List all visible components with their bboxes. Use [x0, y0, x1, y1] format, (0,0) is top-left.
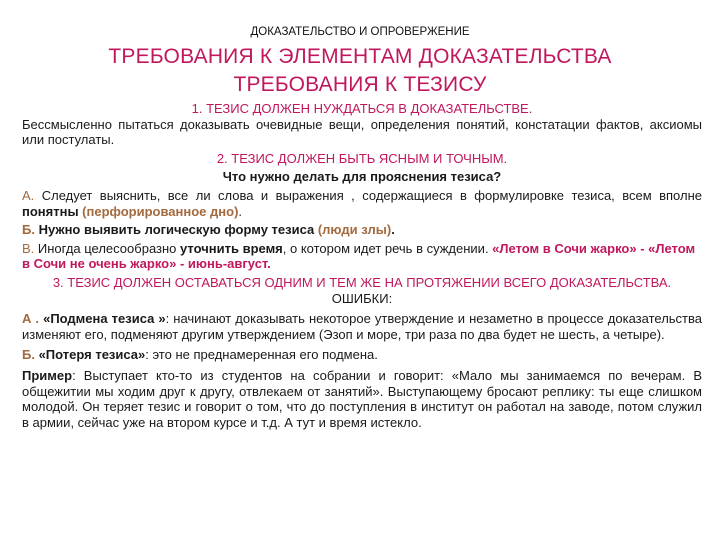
slide-header: ДОКАЗАТЕЛЬСТВО И ОПРОВЕРЖЕНИЕ	[250, 26, 470, 38]
item-a-letter: А.	[22, 187, 35, 203]
error-a	[22, 311, 702, 342]
requirement-2: 2. ТЕЗИС ДОЛЖЕН БЫТЬ ЯСНЫМ И ТОЧНЫМ.	[216, 150, 508, 166]
item-v-text: Иногда целесообразно	[34, 240, 181, 256]
item-b-letter: Б.	[22, 222, 35, 238]
item-a-example: (перфорированное дно)	[78, 203, 239, 219]
item-b-example: (люди злы)	[317, 222, 392, 238]
example-text: : Выступает кто-то из студентов на собрании и говорит: «Мало мы занимаемся по вечерам. В общежитии мы ходим друг к другу, отвлекаем от занятий». Выступающему бросают реплику: ты еще слишком молодой. Он теряет тезис и говорит о том, что до поступления в институт он работал на заводе, потом служил в армии, сейчас уже на втором курсе и т.д. А тут и время истекло.	[22, 367, 702, 430]
requirement-1-text: Бессмысленно пытаться доказывать очевидные вещи, определения понятий, констатации фактов, аксиомы или постулаты.	[22, 116, 702, 148]
item-b-text: Нужно выявить логическую форму тезиса	[34, 222, 318, 238]
example	[22, 368, 702, 430]
error-b-title: «Потеря тезиса»	[34, 347, 146, 363]
error-a-title: «Подмена тезиса »	[39, 311, 166, 327]
error-b-text: : это не преднамеренная его подмена.	[145, 347, 378, 363]
item-v-letter: В.	[22, 240, 35, 256]
slide-title-line1: ТРЕБОВАНИЯ К ЭЛЕМЕНТАМ ДОКАЗАТЕЛЬСТВА	[108, 45, 612, 68]
item-a	[22, 188, 702, 219]
errors-label: ОШИБКИ:	[331, 290, 393, 306]
item-a-bold: понятны	[22, 203, 79, 219]
item-v	[22, 241, 702, 272]
error-b-letter: Б.	[22, 347, 35, 363]
requirement-3: 3. ТЕЗИС ДОЛЖЕН ОСТАВАТЬСЯ ОДНИМ И ТЕМ ЖЕ НА ПРОТЯЖЕНИИ ВСЕГО ДОКАЗАТЕЛЬСТВА.	[52, 274, 672, 290]
requirement-1: 1. ТЕЗИС ДОЛЖЕН НУЖДАТЬСЯ В ДОКАЗАТЕЛЬСТВЕ.	[191, 101, 533, 116]
item-v-example: «Летом в Сочи жарко» - «Летом в Сочи не очень жарко» - июнь-август.	[22, 240, 696, 272]
clarification-question: Что нужно делать для прояснения тезиса?	[222, 169, 502, 185]
item-v-bold: уточнить время	[180, 240, 283, 256]
item-b	[22, 222, 702, 238]
slide-content	[22, 101, 702, 430]
item-a-text: Следует выяснить, все ли слова и выражения , содержащиеся в формулировке тезиса, всем вполне	[34, 187, 702, 203]
item-v-text2: , о котором идет речь в суждении.	[282, 240, 493, 256]
example-label: Пример	[22, 367, 73, 383]
error-b	[22, 347, 702, 363]
error-a-letter: А .	[22, 311, 40, 327]
item-a-end: .	[238, 203, 243, 219]
slide-title-line2: ТРЕБОВАНИЯ К ТЕЗИСУ	[233, 73, 487, 96]
item-b-end: .	[391, 222, 395, 238]
error-a-text: : начинают доказывать некоторое утверждение и незаметно в процессе доказательства изменяют его, подменяют другим утверждением (Эзоп и море, три раза по два будет не шесть, а четыре).	[22, 311, 702, 342]
